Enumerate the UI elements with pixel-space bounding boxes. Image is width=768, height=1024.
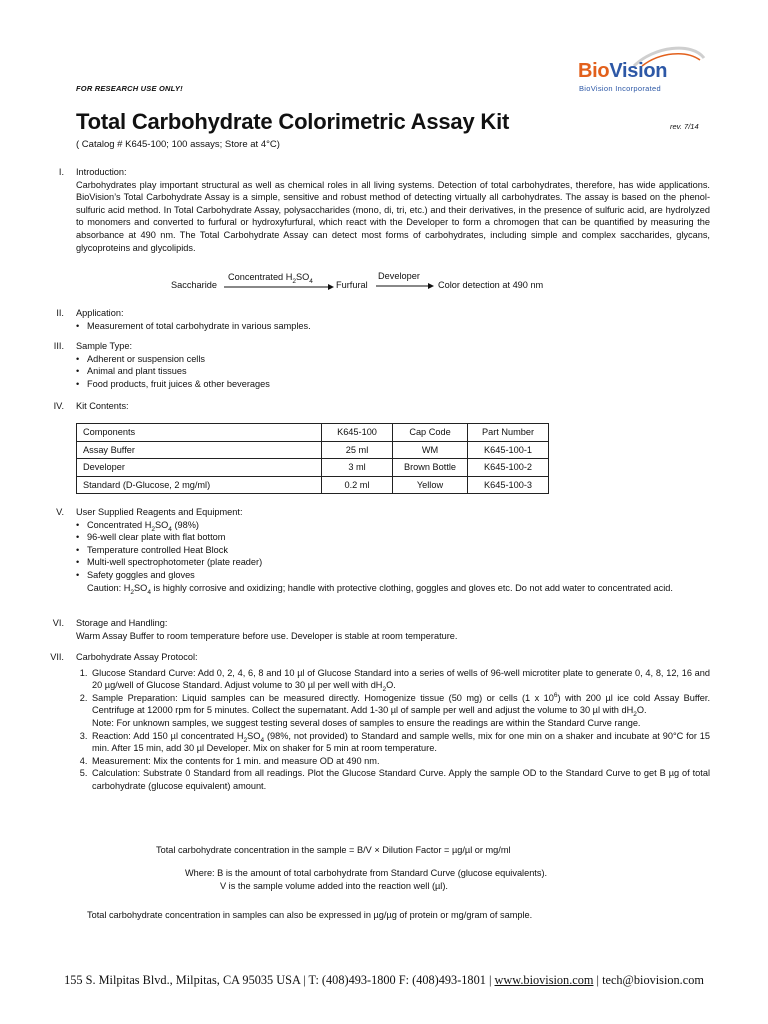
reaction-arrow-icon — [224, 283, 334, 291]
intro-paragraph: Carbohydrates play important structural as well as chemical roles in all living systems. Detection of total carbohydrates, therefore, has wide applications. BioVision’s Total Carbohydrate Assay is a simple, sensitive and robust method of detecting virtually all carbohydrates. The assay is based on the phenol-sulfuric acid method. In Total Carbohydrate Assay, polysaccharides (mono, di, tri, etc.) and their derivatives, in the presence of sulfuric acid, are hydrolyzed to monomers and converted to furfural or hydroxyfurfural, which react with the Developer to form a chromogen that can be quantified by measuring the absorbance at 490 nm. The Total Carbohydrate Assay can detect most forms of carbohydrates, including simple and complex saccharides, glycans, glycoproteins and glycolipids. — [76, 179, 710, 253]
table-cell: K645-100-3 — [468, 476, 549, 494]
section-heading: Application: — [76, 308, 124, 318]
protocol-step: 1. Glucose Standard Curve: Add 0, 2, 4, 6, 8 and 10 µl of Glucose Standard into a series of wells of 96-well microtiter plate to generate 0, 4, 8, 12, 16 and 20 µg/well of Glucose Standard. Adjust volume to 30 µl per well with $dH_2O$. — [90, 667, 710, 692]
formula-where-v: V is the sample volume added into the reaction well (µl). — [220, 881, 448, 891]
list-item: • Multi-well spectrophotometer (plate reader) — [76, 556, 710, 569]
section-heading: User Supplied Reagents and Equipment: — [76, 507, 243, 517]
section-number: VII. — [50, 652, 64, 662]
biovision-logo — [574, 44, 708, 102]
section-number: II. — [56, 308, 64, 318]
list-item: • Safety goggles and gloves — [76, 569, 710, 582]
reaction-arrow-icon — [376, 282, 434, 290]
section-number: V. — [56, 507, 64, 517]
catalog-info: ( Catalog # K645-100; 100 assays; Store at 4°C) — [76, 139, 280, 150]
table-cell: K645-100-1 — [468, 441, 549, 459]
reaction-reagent-acid: Concentrated $H_2SO_4$ — [228, 272, 313, 285]
storage-text: Warm Assay Buffer to room temperature before use. Developer is stable at room temperature. — [76, 630, 458, 641]
table-header-row — [77, 424, 549, 442]
table-cell: K645-100-2 — [468, 459, 549, 477]
table-cell: Brown Bottle — [393, 459, 468, 477]
table-cell: 25 ml — [322, 441, 393, 459]
supplied-list — [76, 519, 710, 582]
protocol-steps — [76, 667, 710, 793]
page-footer — [0, 973, 768, 988]
section-heading: Sample Type: — [76, 341, 133, 351]
alternative-expression: Total carbohydrate concentration in samples can also be expressed in µg/µg of protein or mg/gram of sample. — [87, 910, 533, 920]
reaction-furfural: Furfural — [336, 280, 368, 290]
section-heading: Carbohydrate Assay Protocol: — [76, 652, 198, 662]
research-use-notice: FOR RESEARCH USE ONLY! — [76, 84, 183, 93]
protocol-step: 2. Sample Preparation: Liquid samples can be measured directly. Homogenize tissue (50 mg) or cells (1 x $10^6$) with 200 µl ice cold Assay Buffer. Centrifuge at 12000 rpm for 5 minutes. Collect the supernatant. Add 1-30 µl of sample per well and adjust the volume to 30 µl with $dH_2O$. Note: For unknown samples, we suggest testing several doses of samples to ensure the readings are within the Standard Curve range. — [90, 692, 710, 730]
list-item: • 96-well clear plate with flat bottom — [76, 531, 710, 544]
protocol-note: Note: For unknown samples, we suggest testing several doses of samples to ensure the readings are within the Standard Curve range. — [92, 717, 641, 728]
list-item: • Temperature controlled Heat Block — [76, 544, 710, 557]
table-cell: 0.2 ml — [322, 476, 393, 494]
list-item: • Food products, fruit juices & other beverages — [76, 378, 710, 391]
list-item: • Concentrated $H_2SO_4$ (98%) — [76, 519, 710, 532]
caution-note: Caution: $H_2SO_4$ is highly corrosive and oxidizing; handle with protective clothing, goggles and gloves etc. Do not add water to concentrated acid. — [87, 582, 673, 596]
section-number: III. — [53, 341, 64, 351]
section-introduction — [40, 166, 710, 254]
reaction-detection: Color detection at 490 nm — [438, 280, 544, 290]
formula-where-b: Where: B is the amount of total carbohydrate from Standard Curve (glucose equivalents). — [185, 868, 548, 878]
section-heading: Introduction: — [76, 167, 127, 177]
table-cell: Assay Buffer — [77, 441, 322, 459]
revision-label: rev. 7/14 — [670, 122, 699, 131]
logo-subtitle: BioVision Incorporated — [579, 84, 661, 93]
table-cell: 3 ml — [322, 459, 393, 477]
section-application — [40, 307, 710, 332]
reaction-reagent-developer: Developer — [378, 271, 420, 281]
protocol-step: 5. Calculation: Substrate 0 Standard from all readings. Plot the Glucose Standard Curve. Apply the sample OD to the Standard Curve to get B µg of total carbohydrate (glucose equivalent) amount. — [90, 767, 710, 792]
section-number: I. — [58, 167, 64, 177]
footer-address: 155 S. Milpitas Blvd., Milpitas, CA 95035 USA | T: (408)493-1800 F: (408)493-1801 | — [64, 973, 495, 987]
section-user-supplied — [40, 506, 710, 594]
section-heading: Storage and Handling: — [76, 618, 168, 628]
reaction-scheme — [0, 270, 768, 294]
application-list — [76, 320, 710, 333]
protocol-step: 4. Measurement: Mix the contents for 1 min. and measure OD at 490 nm. — [90, 755, 710, 768]
table-cell: Yellow — [393, 476, 468, 494]
section-number: IV. — [53, 401, 64, 411]
table-row — [77, 441, 549, 459]
page-title: Total Carbohydrate Colorimetric Assay Kit — [76, 109, 510, 134]
footer-email-link[interactable]: tech@biovision.com — [602, 973, 704, 987]
list-item: • Adherent or suspension cells — [76, 353, 710, 366]
table-header-cell: Cap Code — [393, 424, 468, 442]
table-cell: Developer — [77, 459, 322, 477]
footer-website-link[interactable]: www.biovision.com — [494, 973, 594, 987]
table-cell: WM — [393, 441, 468, 459]
formula: Total carbohydrate concentration in the sample = B/V × Dilution Factor = µg/µl or mg/ml — [156, 845, 511, 855]
section-number: VI. — [52, 618, 64, 628]
table-row — [77, 459, 549, 477]
sample-type-list — [76, 353, 710, 391]
section-heading: Kit Contents: — [76, 401, 129, 411]
logo-wordmark: BioVision — [578, 60, 668, 82]
table-header-cell: K645-100 — [322, 424, 393, 442]
kit-contents-table — [76, 423, 549, 494]
table-header-cell: Components — [77, 424, 322, 442]
list-item: • Measurement of total carbohydrate in various samples. — [76, 320, 710, 333]
footer-separator: | — [593, 973, 603, 987]
section-sample-type — [40, 340, 710, 390]
list-item: • Animal and plant tissues — [76, 365, 710, 378]
table-row — [77, 476, 549, 494]
section-kit-contents — [40, 400, 710, 413]
section-storage — [40, 617, 710, 642]
protocol-step: 3. Reaction: Add 150 µl concentrated $H_2SO_4$ (98%, not provided) to Standard and sample wells, mix for one min on a shaker and incubate at 90°C for 15 min. After 15 min, add 30 µl Developer. Mix on shaker for 5 min at room temperature. — [90, 730, 710, 755]
table-cell: Standard (D-Glucose, 2 mg/ml) — [77, 476, 322, 494]
section-protocol — [40, 651, 710, 793]
table-header-cell: Part Number — [468, 424, 549, 442]
reaction-saccharide: Saccharide — [171, 280, 217, 290]
